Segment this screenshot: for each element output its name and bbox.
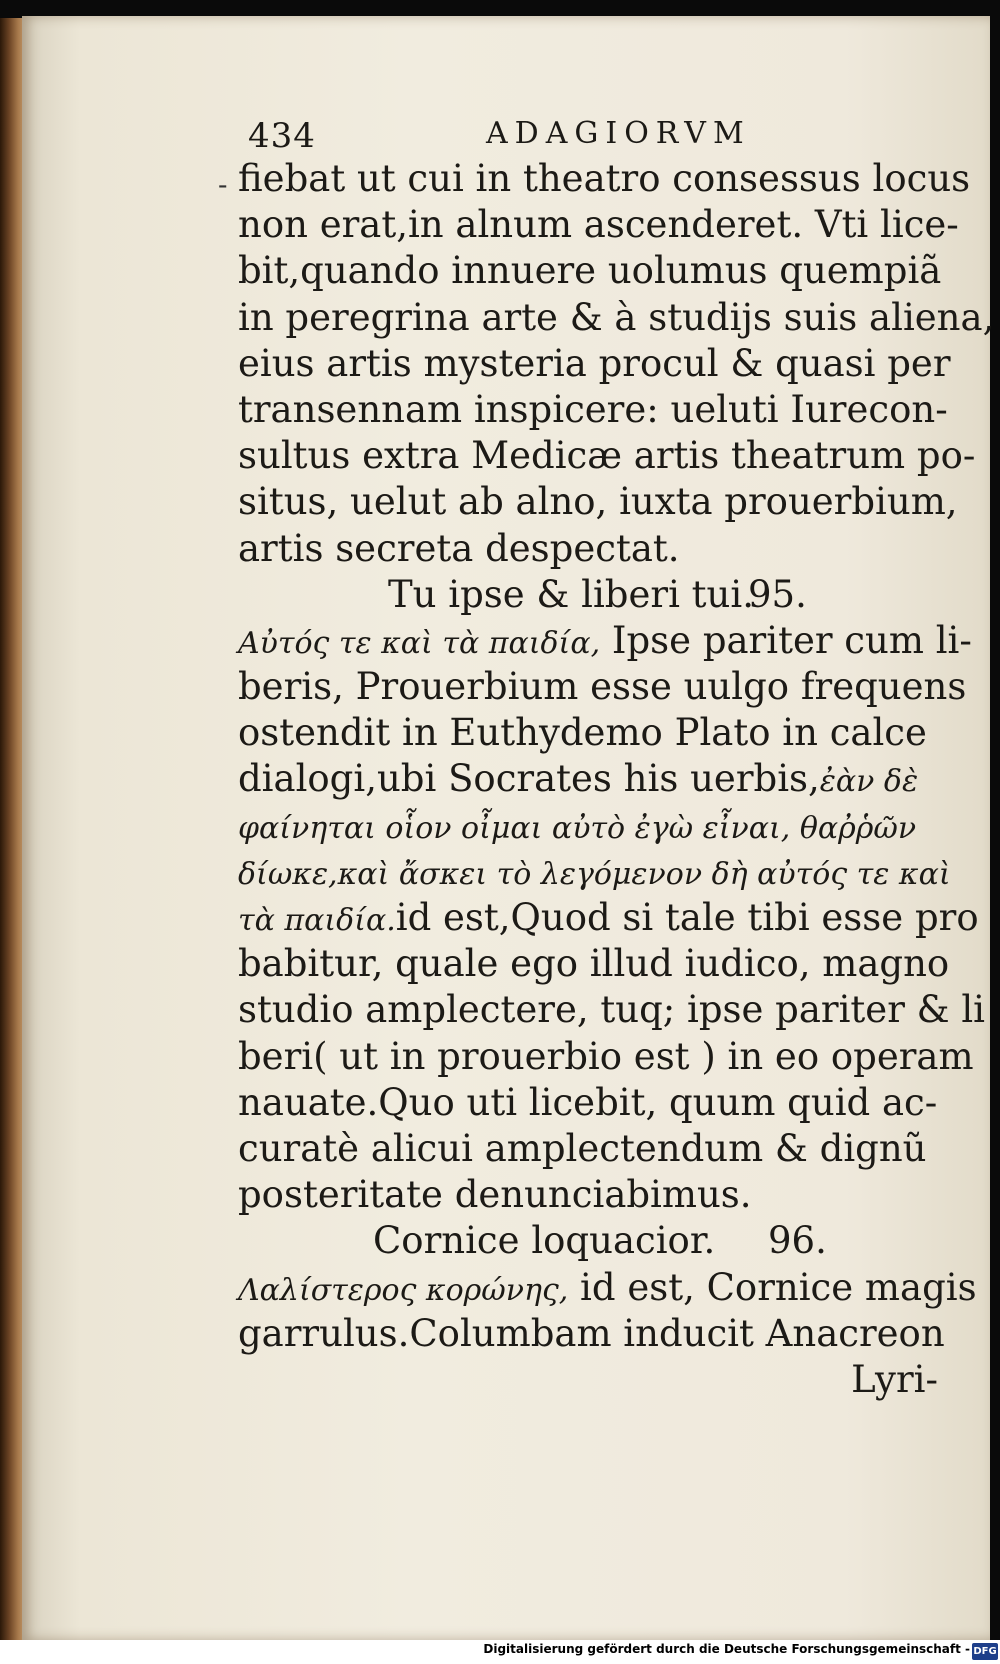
text-line: studio amplectere, tuq; ipse pariter & li — [238, 988, 986, 1032]
latin-text: dialogi,ubi Socrates his uerbis, — [238, 757, 820, 801]
text-line: beri( ut in prouerbio est ) in eo operam — [238, 1034, 974, 1078]
text-line: ostendit in Euthydemo Plato in calce — [238, 711, 927, 755]
page-header — [238, 108, 938, 156]
text-line: in peregrina arte & à studijs suis aliena, — [238, 295, 995, 339]
greek-text: ἐὰν δὲ — [819, 764, 919, 800]
text-line: curatè alicui amplectendum & dignũ — [238, 1126, 927, 1170]
latin-text: Ipse pariter cum li- — [600, 618, 972, 662]
adage-95-title: Tu ipse & liberi tui. — [388, 572, 754, 616]
text-line — [238, 618, 972, 664]
text-line: eius artis mysteria procul & quasi per — [238, 341, 951, 385]
margin-mark: - — [218, 168, 228, 201]
text-line — [238, 895, 979, 941]
text-line: sultus extra Medicæ artis theatrum po- — [238, 434, 976, 478]
footer-credit: Digitalisierung gefördert durch die Deutsche Forschungsgemeinschaft - — [483, 1642, 970, 1656]
dfg-logo: DFG — [972, 1643, 998, 1660]
text-line: garrulus.Columbam inducit Anacreon — [238, 1311, 945, 1355]
footer-bar — [0, 1640, 1000, 1664]
adage-96-body — [238, 1265, 977, 1357]
adage-96-title: Cornice loquacior. — [373, 1219, 716, 1263]
text-line: bit,quando innuere uolumus quempiã — [238, 249, 942, 293]
adage-96-number: 96. — [768, 1219, 827, 1263]
text-line: posteritate denunciabimus. — [238, 1173, 752, 1217]
latin-text: id est,Quod si tale tibi esse pro — [395, 896, 979, 939]
greek-text: δίωκε,καὶ ἄσκει τὸ λεγόμενον δὴ αὐτός τε καὶ — [238, 856, 951, 892]
text-line — [238, 803, 938, 849]
catchword: Lyri- — [851, 1357, 938, 1401]
text-line: babitur, quale ego illud iudico, magno — [238, 942, 950, 986]
text-line: artis secreta despectat. — [238, 526, 680, 570]
text-line — [238, 1265, 977, 1311]
greek-text: τὰ παιδία. — [238, 903, 396, 938]
text-line — [238, 849, 951, 895]
adage-95-number: 95. — [748, 572, 807, 616]
text-line: transennam inspicere: ueluti Iurecon- — [238, 387, 948, 431]
text-line — [238, 756, 938, 802]
body-lines — [238, 156, 995, 572]
text-line: non erat,in alnum ascenderet. Vti lice- — [238, 203, 959, 247]
running-head: ADAGIORVM — [486, 116, 751, 151]
text-block — [238, 108, 995, 1403]
text-line: nauate.Quo uti licebit, quum quid ac- — [238, 1080, 938, 1124]
greek-text: Λαλίστερος κορώνης, — [238, 1272, 569, 1308]
page-number: 434 — [248, 116, 316, 156]
adage-96-heading — [238, 1218, 938, 1264]
text-line: situs, uelut ab alno, iuxta prouerbium, — [238, 480, 958, 524]
greek-text: φαίνηται οἷον οἶμαι αὐτὸ ἐγὼ εἶναι, θαῤῥῶν — [238, 810, 917, 846]
adage-95-body — [238, 618, 986, 1218]
latin-text: id est, Cornice magis — [568, 1265, 977, 1309]
text-line: beris, Prouerbium esse uulgo frequens — [238, 665, 967, 709]
greek-text: Αὐτός τε καὶ τὰ παιδία, — [238, 625, 601, 661]
adage-95-heading — [238, 572, 938, 618]
text-line: fiebat ut cui in theatro consessus locus — [238, 157, 971, 200]
